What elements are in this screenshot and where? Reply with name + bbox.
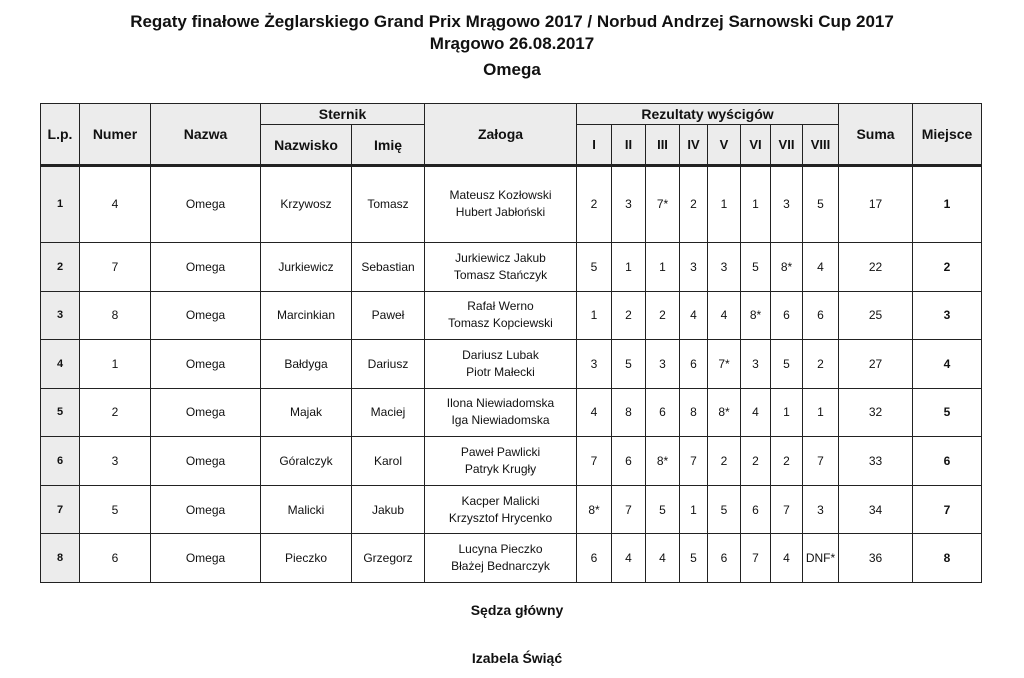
cell-nazwisko: Bałdyga	[261, 340, 352, 389]
cell-nazwa: Omega	[151, 291, 261, 340]
cell-race-8: 4	[803, 242, 839, 291]
cell-imie: Paweł	[352, 291, 425, 340]
cell-suma: 32	[839, 388, 913, 437]
header-numer: Numer	[80, 104, 151, 166]
table-row	[41, 166, 982, 243]
cell-race-6: 2	[741, 437, 771, 486]
cell-race-6: 3	[741, 340, 771, 389]
cell-nazwa: Omega	[151, 534, 261, 583]
header-zaloga: Załoga	[425, 104, 577, 166]
cell-race-4: 2	[680, 166, 708, 243]
cell-race-3: 7*	[646, 166, 680, 243]
cell-race-8: 7	[803, 437, 839, 486]
table-row	[41, 340, 982, 389]
crew-member-1: Rafał Werno	[467, 299, 534, 314]
cell-race-5: 7*	[708, 340, 741, 389]
cell-race-3: 1	[646, 242, 680, 291]
cell-race-4: 8	[680, 388, 708, 437]
header-sternik: Sternik	[261, 104, 425, 125]
crew-member-2: Błażej Bednarczyk	[451, 559, 550, 574]
table-row	[41, 437, 982, 486]
crew-member-1: Dariusz Lubak	[462, 347, 539, 362]
cell-race-7: 6	[771, 291, 803, 340]
cell-race-5: 6	[708, 534, 741, 583]
cell-miejsce: 8	[913, 534, 982, 583]
cell-nazwa: Omega	[151, 388, 261, 437]
header-miejsce: Miejsce	[913, 104, 982, 166]
cell-race-2: 6	[612, 437, 646, 486]
cell-race-5: 4	[708, 291, 741, 340]
cell-race-3: 6	[646, 388, 680, 437]
header-race-8: VIII	[803, 125, 839, 166]
cell-race-6: 6	[741, 485, 771, 534]
cell-nazwa: Omega	[151, 437, 261, 486]
cell-miejsce: 5	[913, 388, 982, 437]
cell-race-7: 1	[771, 388, 803, 437]
cell-imie: Maciej	[352, 388, 425, 437]
cell-nazwa: Omega	[151, 166, 261, 243]
class-name: Omega	[483, 60, 541, 79]
header-lp: L.p.	[41, 104, 80, 166]
table-row	[41, 242, 982, 291]
cell-race-8: 3	[803, 485, 839, 534]
cell-race-2: 4	[612, 534, 646, 583]
cell-race-7: 7	[771, 485, 803, 534]
cell-nazwisko: Malicki	[261, 485, 352, 534]
header-nazwa: Nazwa	[151, 104, 261, 166]
crew-member-2: Tomasz Stańczyk	[453, 267, 548, 282]
cell-race-7: 5	[771, 340, 803, 389]
cell-lp: 5	[41, 388, 80, 437]
cell-nazwa: Omega	[151, 485, 261, 534]
cell-race-7: 8*	[771, 242, 803, 291]
cell-suma: 17	[839, 166, 913, 243]
cell-zaloga	[425, 437, 577, 486]
cell-nazwa: Omega	[151, 242, 261, 291]
table-row	[41, 485, 982, 534]
cell-miejsce: 7	[913, 485, 982, 534]
cell-race-8: 5	[803, 166, 839, 243]
cell-imie: Tomasz	[352, 166, 425, 243]
cell-lp: 8	[41, 534, 80, 583]
cell-lp: 3	[41, 291, 80, 340]
crew-member-2: Tomasz Kopciewski	[448, 316, 553, 331]
cell-numer: 2	[80, 388, 151, 437]
cell-lp: 6	[41, 437, 80, 486]
crew-member-1: Mateusz Kozłowski	[449, 188, 552, 203]
cell-race-6: 7	[741, 534, 771, 583]
cell-race-8: 2	[803, 340, 839, 389]
cell-nazwisko: Pieczko	[261, 534, 352, 583]
event-date: Mrągowo 26.08.2017	[429, 34, 595, 53]
cell-numer: 6	[80, 534, 151, 583]
header-suma: Suma	[839, 104, 913, 166]
cell-lp: 2	[41, 242, 80, 291]
cell-race-8: DNF*	[803, 534, 839, 583]
cell-suma: 25	[839, 291, 913, 340]
crew-member-2: Piotr Małecki	[466, 364, 535, 379]
cell-race-1: 7	[577, 437, 612, 486]
header-race-7: VII	[771, 125, 803, 166]
cell-race-2: 3	[612, 166, 646, 243]
cell-race-4: 5	[680, 534, 708, 583]
cell-lp: 7	[41, 485, 80, 534]
crew-member-2: Krzysztof Hrycenko	[448, 510, 553, 525]
header-race-1: I	[577, 125, 612, 166]
header-race-4: IV	[680, 125, 708, 166]
cell-imie: Sebastian	[352, 242, 425, 291]
cell-race-1: 6	[577, 534, 612, 583]
cell-lp: 1	[41, 166, 80, 243]
cell-race-6: 1	[741, 166, 771, 243]
cell-race-3: 4	[646, 534, 680, 583]
cell-numer: 3	[80, 437, 151, 486]
cell-race-3: 8*	[646, 437, 680, 486]
judge-label: Sędza główny	[470, 602, 564, 618]
header-race-6: VI	[741, 125, 771, 166]
cell-race-7: 4	[771, 534, 803, 583]
cell-nazwisko: Majak	[261, 388, 352, 437]
header-rezultaty: Rezultaty wyścigów	[577, 104, 839, 125]
cell-race-1: 1	[577, 291, 612, 340]
cell-numer: 5	[80, 485, 151, 534]
cell-suma: 36	[839, 534, 913, 583]
cell-race-6: 4	[741, 388, 771, 437]
cell-race-2: 2	[612, 291, 646, 340]
cell-race-3: 5	[646, 485, 680, 534]
judge-name: Izabela Świąć	[471, 650, 563, 666]
results-table	[40, 103, 982, 583]
cell-race-7: 2	[771, 437, 803, 486]
page-title: Regaty finałowe Żeglarskiego Grand Prix Mrągowo 2017 / Norbud Andrzej Sarnowski Cup 2017	[130, 12, 894, 31]
cell-race-4: 3	[680, 242, 708, 291]
cell-race-2: 5	[612, 340, 646, 389]
cell-miejsce: 2	[913, 242, 982, 291]
cell-race-3: 3	[646, 340, 680, 389]
cell-race-4: 4	[680, 291, 708, 340]
cell-numer: 7	[80, 242, 151, 291]
cell-numer: 8	[80, 291, 151, 340]
cell-race-1: 4	[577, 388, 612, 437]
cell-miejsce: 4	[913, 340, 982, 389]
cell-race-2: 7	[612, 485, 646, 534]
crew-member-2: Hubert Jabłoński	[455, 205, 546, 220]
cell-race-1: 2	[577, 166, 612, 243]
cell-zaloga	[425, 166, 577, 243]
header-race-5: V	[708, 125, 741, 166]
cell-race-6: 8*	[741, 291, 771, 340]
cell-race-2: 1	[612, 242, 646, 291]
cell-zaloga	[425, 242, 577, 291]
cell-nazwisko: Jurkiewicz	[261, 242, 352, 291]
crew-member-1: Jurkiewicz Jakub	[455, 250, 546, 265]
cell-suma: 27	[839, 340, 913, 389]
header-race-2: II	[612, 125, 646, 166]
cell-imie: Grzegorz	[352, 534, 425, 583]
cell-imie: Dariusz	[352, 340, 425, 389]
cell-race-5: 5	[708, 485, 741, 534]
cell-race-1: 8*	[577, 485, 612, 534]
cell-race-5: 8*	[708, 388, 741, 437]
cell-race-4: 6	[680, 340, 708, 389]
cell-race-2: 8	[612, 388, 646, 437]
crew-member-1: Kacper Malicki	[461, 493, 540, 508]
cell-race-4: 1	[680, 485, 708, 534]
cell-miejsce: 3	[913, 291, 982, 340]
cell-suma: 34	[839, 485, 913, 534]
crew-member-1: Lucyna Pieczko	[458, 542, 543, 557]
cell-nazwa: Omega	[151, 340, 261, 389]
cell-numer: 1	[80, 340, 151, 389]
cell-zaloga	[425, 340, 577, 389]
cell-zaloga	[425, 534, 577, 583]
cell-race-5: 2	[708, 437, 741, 486]
crew-member-2: Patryk Krugły	[464, 462, 537, 477]
cell-suma: 22	[839, 242, 913, 291]
cell-race-4: 7	[680, 437, 708, 486]
cell-suma: 33	[839, 437, 913, 486]
cell-race-5: 1	[708, 166, 741, 243]
table-row	[41, 291, 982, 340]
cell-lp: 4	[41, 340, 80, 389]
cell-zaloga	[425, 291, 577, 340]
cell-miejsce: 6	[913, 437, 982, 486]
cell-nazwisko: Góralczyk	[261, 437, 352, 486]
cell-nazwisko: Marcinkian	[261, 291, 352, 340]
cell-zaloga	[425, 485, 577, 534]
cell-zaloga	[425, 388, 577, 437]
cell-race-6: 5	[741, 242, 771, 291]
crew-member-1: Ilona Niewiadomska	[446, 396, 555, 411]
crew-member-2: Iga Niewiadomska	[451, 413, 550, 428]
table-row	[41, 534, 982, 583]
cell-race-1: 3	[577, 340, 612, 389]
cell-race-7: 3	[771, 166, 803, 243]
table-header	[41, 104, 982, 166]
header-race-3: III	[646, 125, 680, 166]
cell-race-8: 6	[803, 291, 839, 340]
header-imie: Imię	[352, 125, 425, 166]
table-body	[41, 166, 982, 583]
cell-race-5: 3	[708, 242, 741, 291]
cell-race-8: 1	[803, 388, 839, 437]
header-nazwisko: Nazwisko	[261, 125, 352, 166]
cell-race-3: 2	[646, 291, 680, 340]
cell-nazwisko: Krzywosz	[261, 166, 352, 243]
cell-race-1: 5	[577, 242, 612, 291]
table-row	[41, 388, 982, 437]
cell-numer: 4	[80, 166, 151, 243]
cell-imie: Karol	[352, 437, 425, 486]
cell-imie: Jakub	[352, 485, 425, 534]
cell-miejsce: 1	[913, 166, 982, 243]
crew-member-1: Paweł Pawlicki	[460, 445, 541, 460]
